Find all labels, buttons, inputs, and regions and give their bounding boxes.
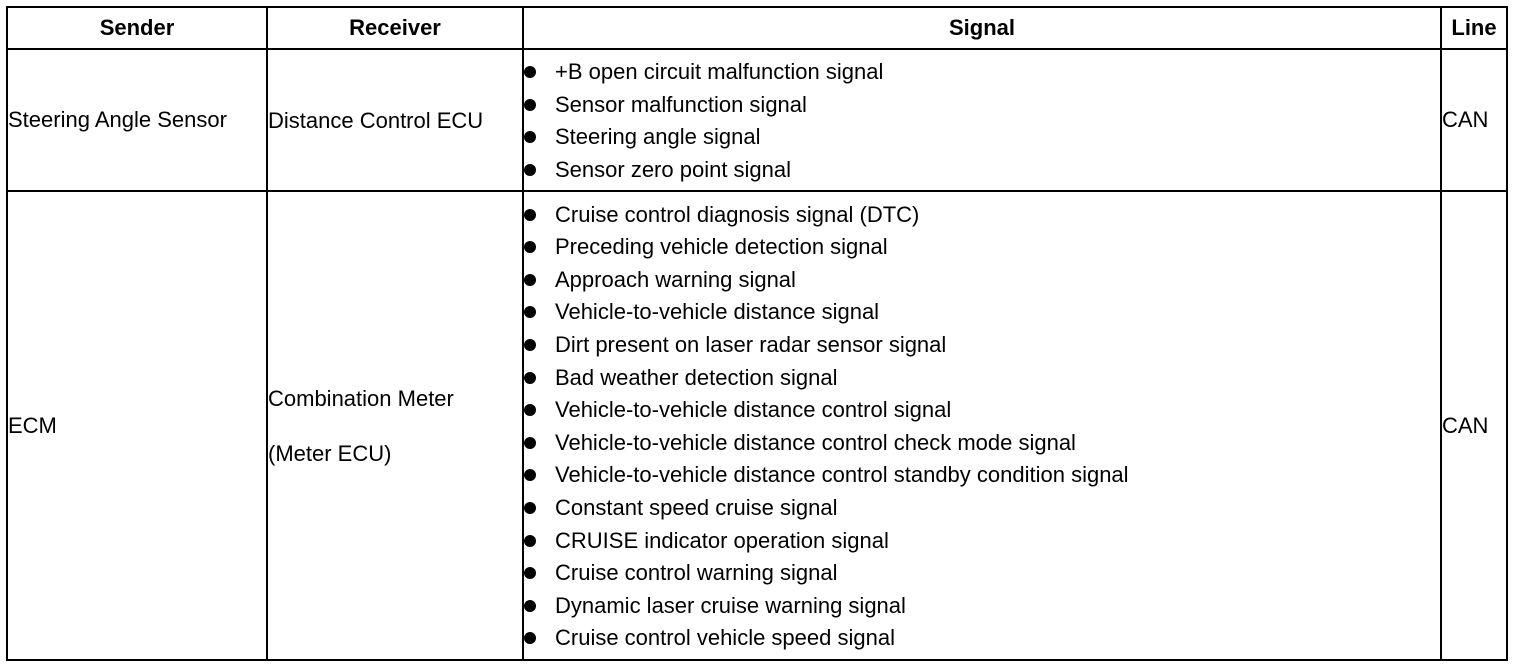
signal-text: Sensor malfunction signal [555,91,807,117]
receiver-cell [267,191,523,659]
bullet-icon [524,164,536,176]
bullet-icon [524,372,536,384]
header-line: Line [1441,7,1507,49]
list-item [524,264,1440,297]
list-item [524,459,1440,492]
list-item [524,89,1440,122]
bullet-icon [524,339,536,351]
line-cell: CAN [1441,49,1507,191]
header-row [7,7,1507,49]
bullet-icon [524,131,536,143]
signal-text: Steering angle signal [555,124,761,150]
signal-list [524,50,1440,190]
list-item [524,329,1440,362]
receiver-line: Distance Control ECU [268,107,484,133]
list-item [524,361,1440,394]
signal-text: CRUISE indicator operation signal [555,527,889,553]
signal-text: Bad weather detection signal [555,364,838,390]
signal-text: Cruise control warning signal [555,560,838,586]
bullet-icon [524,66,536,78]
list-item [524,492,1440,525]
list-item [524,231,1440,264]
header-signal: Signal [523,7,1441,49]
signal-text: Vehicle-to-vehicle distance signal [555,299,880,325]
sender-cell: Steering Angle Sensor [7,49,267,191]
bullet-icon [524,600,536,612]
signal-text: Constant speed cruise signal [555,495,838,521]
bullet-icon [524,404,536,416]
signal-text: Vehicle-to-vehicle distance control standby condition signal [555,462,1129,488]
list-item [524,622,1440,655]
bullet-icon [524,99,536,111]
receiver-cell [267,49,523,191]
signal-text: Preceding vehicle detection signal [555,234,888,260]
bullet-icon [524,274,536,286]
bullet-icon [524,306,536,318]
list-item [524,296,1440,329]
list-item [524,154,1440,187]
can-signal-table [6,6,1508,661]
bullet-icon [524,241,536,253]
table-row [7,49,1507,191]
bullet-icon [524,567,536,579]
list-item [524,121,1440,154]
list-item [524,427,1440,460]
list-item [524,524,1440,557]
header-sender: Sender [7,7,267,49]
signal-text: Vehicle-to-vehicle distance control signal [555,397,952,423]
signal-text: Vehicle-to-vehicle distance control check mode signal [555,429,1076,455]
list-item [524,590,1440,623]
signal-text: +B open circuit malfunction signal [555,59,884,85]
bullet-icon [524,632,536,644]
bullet-icon [524,502,536,514]
list-item [524,557,1440,590]
line-cell: CAN [1441,191,1507,659]
list-item [524,56,1440,89]
table-row [7,191,1507,659]
signal-text: Approach warning signal [555,266,796,292]
header-receiver: Receiver [267,7,523,49]
signal-list [524,192,1440,658]
sender-cell: ECM [7,191,267,659]
signal-text: Cruise control vehicle speed signal [555,625,895,651]
bullet-icon [524,469,536,481]
bullet-icon [524,535,536,547]
bullet-icon [524,437,536,449]
list-item [524,394,1440,427]
bullet-icon [524,209,536,221]
signal-text: Sensor zero point signal [555,157,792,183]
signal-text: Dynamic laser cruise warning signal [555,592,906,618]
signal-text: Dirt present on laser radar sensor signal [555,332,947,358]
signal-cell [523,191,1441,659]
signal-text: Cruise control diagnosis signal (DTC) [555,201,920,227]
signal-cell [523,49,1441,191]
receiver-line: (Meter ECU) [268,440,392,466]
list-item [524,198,1440,231]
receiver-line: Combination Meter [268,385,454,411]
